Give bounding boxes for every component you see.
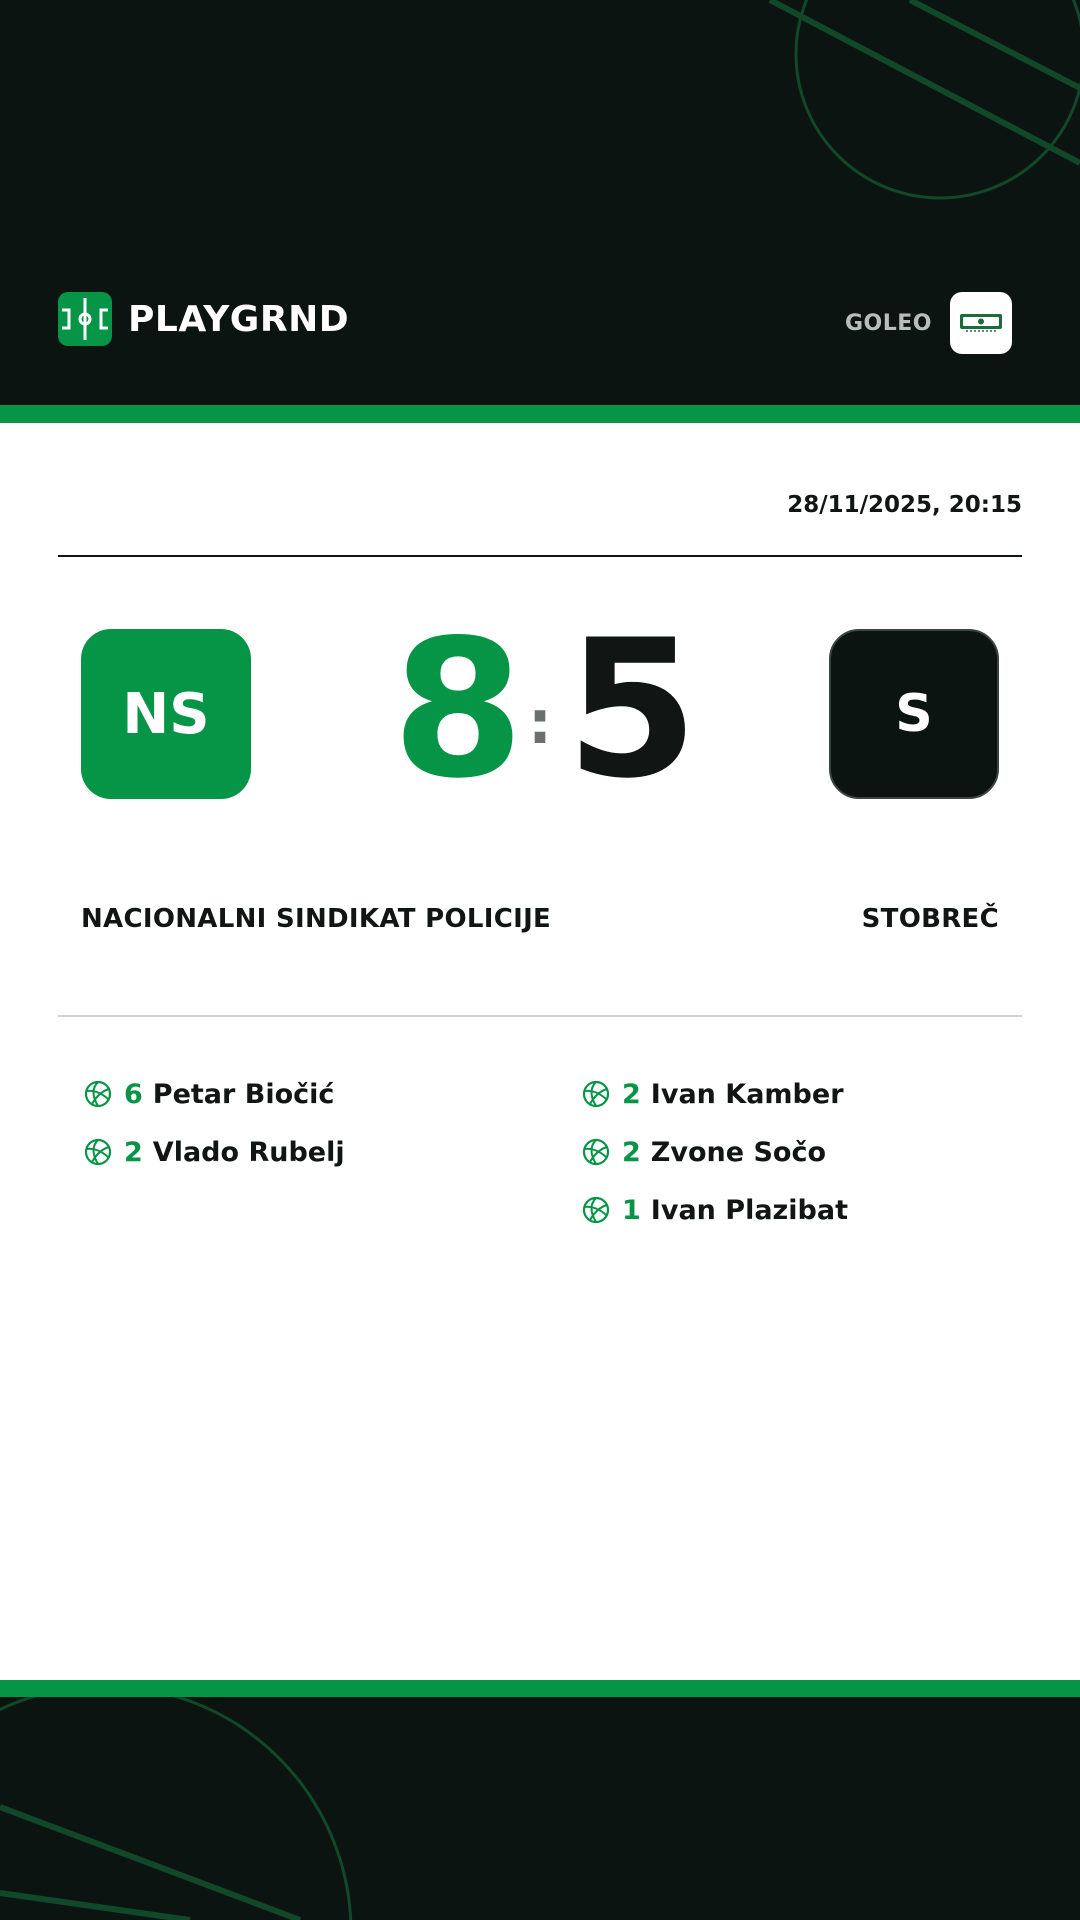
- scorer-name: Zvone Sočo: [650, 1136, 827, 1168]
- scorer-goals: 6: [124, 1078, 143, 1110]
- scorer-row: [582, 1065, 1022, 1123]
- scorer-goals: 1: [622, 1194, 641, 1226]
- brand[interactable]: [58, 292, 349, 346]
- pitch-lines-decoration: [0, 1697, 1080, 1920]
- home-team-name: NACIONALNI SINDIKAT POLICIJE: [81, 904, 552, 934]
- away-team-badge: S: [829, 629, 999, 799]
- scorer-row: [84, 1065, 524, 1123]
- divider: [58, 1015, 1022, 1017]
- header-accent-bar: [0, 405, 1080, 423]
- ball-icon: [84, 1080, 112, 1108]
- header: [0, 0, 1080, 405]
- scorer-row: [84, 1123, 524, 1181]
- home-team-badge: NS: [81, 629, 251, 799]
- away-team-name: STOBREČ: [861, 904, 999, 934]
- match-datetime: 28/11/2025, 20:15: [787, 492, 1022, 518]
- home-score: 8: [392, 599, 525, 820]
- footer-accent-bar: [0, 1680, 1080, 1698]
- scorer-goals: 2: [622, 1078, 641, 1110]
- footer: [0, 1697, 1080, 1920]
- ball-icon: [84, 1138, 112, 1166]
- scorer-name: Petar Biočić: [152, 1078, 335, 1110]
- away-scorers-list: [582, 1065, 1022, 1239]
- ball-icon: [582, 1196, 610, 1224]
- scorer-row: [582, 1123, 1022, 1181]
- pitch-icon: [58, 292, 112, 346]
- partner-name: GOLEO: [844, 310, 932, 336]
- scorer-goals: 2: [124, 1136, 143, 1168]
- brand-name: PLAYGRND: [128, 298, 350, 340]
- goleo-logo: [950, 292, 1012, 354]
- ball-icon: [582, 1080, 610, 1108]
- score-separator: :: [528, 688, 552, 758]
- scorer-name: Ivan Plazibat: [650, 1194, 848, 1226]
- divider: [58, 555, 1022, 557]
- home-scorers-list: [84, 1065, 524, 1181]
- ball-icon: [582, 1138, 610, 1166]
- away-score: 5: [566, 599, 699, 820]
- scorer-goals: 2: [622, 1136, 641, 1168]
- scorer-row: [582, 1181, 1022, 1239]
- scorer-name: Ivan Kamber: [650, 1078, 844, 1110]
- partner[interactable]: [845, 292, 1012, 354]
- scorer-name: Vlado Rubelj: [152, 1136, 345, 1168]
